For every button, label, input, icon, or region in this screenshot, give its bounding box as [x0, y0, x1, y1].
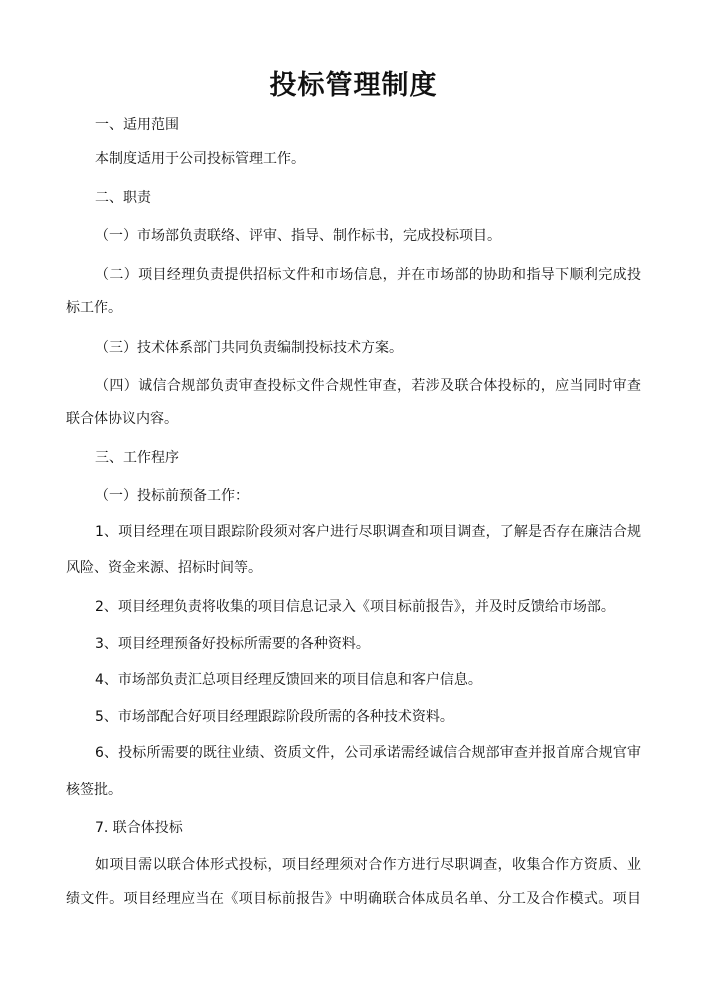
procedure-step-6-continued: 核签批。 — [66, 782, 122, 798]
document-title: 投标管理制度 — [269, 70, 438, 101]
procedure-step-1-continued: 风险、资金来源、招标时间等。 — [66, 560, 262, 576]
consortium-paragraph: 如项目需以联合体形式投标，项目经理须对合作方进行尽职调查，收集合作方资质、业 — [95, 857, 641, 873]
duty-item-4: （四）诚信合规部负责审查投标文件合规性审查，若涉及联合体投标的，应当同时审查 — [95, 378, 641, 394]
procedure-step-4: 4、市场部负责汇总项目经理反馈回来的项目信息和客户信息。 — [95, 672, 482, 688]
procedure-step-3: 3、项目经理预备好投标所需要的各种资料。 — [95, 636, 370, 652]
procedure-step-6: 6、投标所需要的既往业绩、资质文件，公司承诺需经诚信合规部审查并报首席合规官审 — [95, 745, 641, 761]
procedure-step-1: 1、项目经理在项目跟踪阶段须对客户进行尽职调查和项目调查，了解是否存在廉洁合规 — [95, 524, 641, 540]
procedure-subheading-1: （一）投标前预备工作： — [95, 488, 249, 504]
duty-item-4-continued: 联合体协议内容。 — [66, 411, 178, 427]
section-heading-duties: 二、职责 — [95, 190, 151, 206]
duty-item-2: （二）项目经理负责提供招标文件和市场信息，并在市场部的协助和指导下顺利完成投 — [95, 267, 641, 283]
section-heading-procedure: 三、工作程序 — [95, 450, 179, 466]
procedure-step-5: 5、市场部配合好项目经理跟踪阶段所需的各种技术资料。 — [95, 709, 454, 725]
consortium-paragraph-continued: 绩文件。项目经理应当在《项目标前报告》中明确联合体成员名单、分工及合作模式。项目 — [66, 891, 641, 907]
procedure-step-7-heading: 7. 联合体投标 — [95, 820, 183, 836]
procedure-step-2: 2、项目经理负责将收集的项目信息记录入《项目标前报告》，并及时反馈给市场部。 — [95, 599, 615, 615]
duty-item-3: （三）技术体系部门共同负责编制投标技术方案。 — [95, 340, 403, 356]
paragraph-scope: 本制度适用于公司投标管理工作。 — [95, 151, 305, 167]
duty-item-1: （一）市场部负责联络、评审、指导、制作标书，完成投标项目。 — [95, 228, 501, 244]
duty-item-2-continued: 标工作。 — [66, 300, 122, 316]
section-heading-scope: 一、适用范围 — [95, 117, 179, 133]
